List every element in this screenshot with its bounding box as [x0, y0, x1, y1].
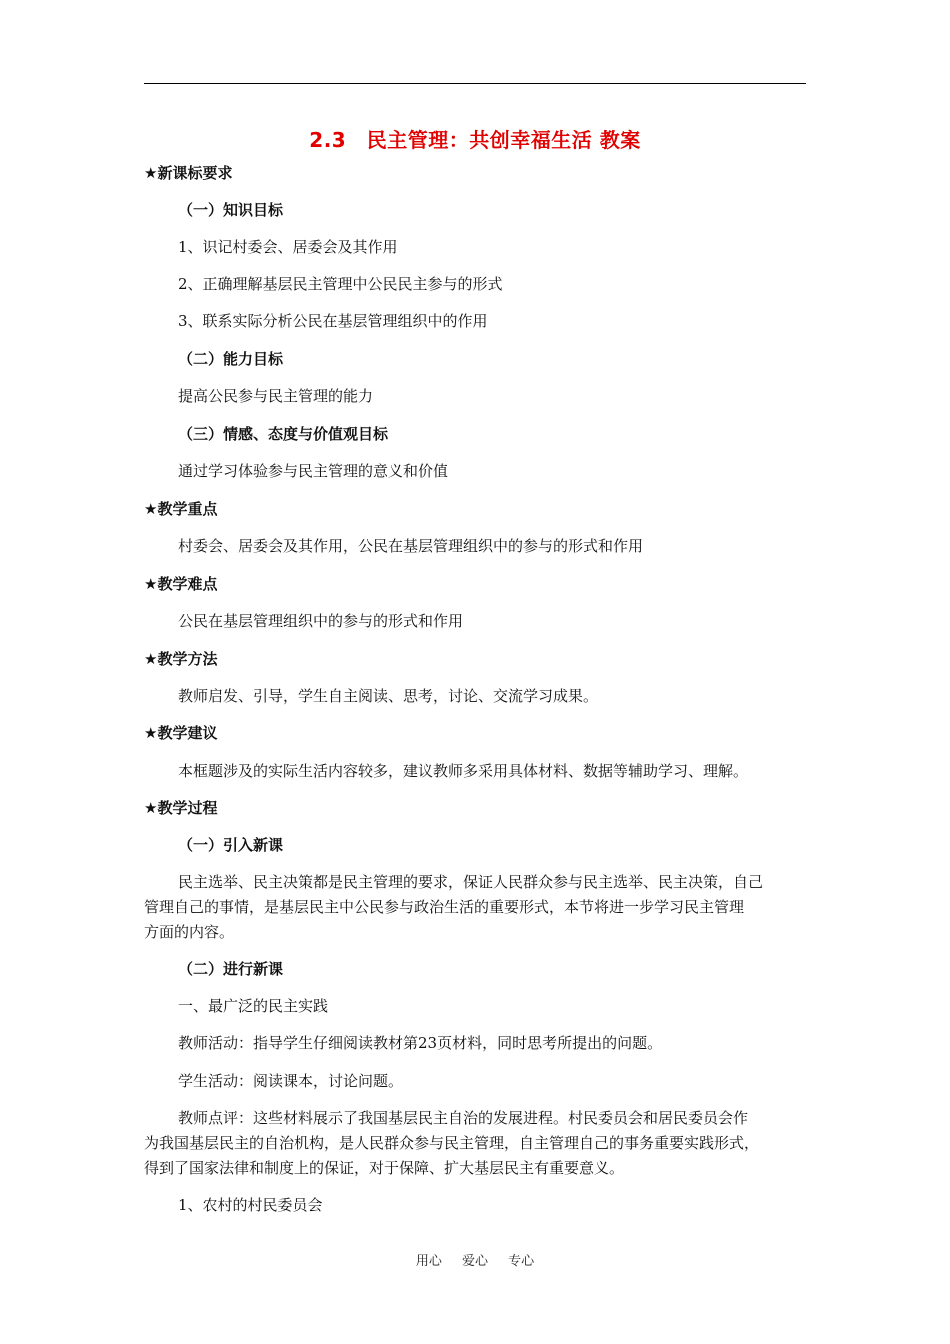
intro-paragraph-line-2: 管理自己的事情，是基层民主中公民参与政治生活的重要形式，本节将进一步学习民主管理 — [144, 898, 745, 916]
heading-process: ★教学过程 — [144, 799, 218, 817]
heading-suggestions: ★教学建议 — [144, 724, 218, 742]
teacher-comment-line-3: 得到了国家法律和制度上的保证，对于保障、扩大基层民主有重要意义。 — [144, 1159, 625, 1177]
student-activity: 学生活动：阅读课本，讨论问题。 — [178, 1072, 404, 1090]
ability-text: 提高公民参与民主管理的能力 — [178, 387, 374, 405]
footer-text-2: 爱心 — [461, 1254, 488, 1269]
intro-paragraph-line-1: 民主选举、民主决策都是民主管理的要求，保证人民群众参与民主选举、民主决策，自己 — [178, 873, 764, 891]
document-title: 2.3 民主管理：共创幸福生活 教案 — [309, 128, 641, 152]
teacher-comment-line-2: 为我国基层民主的自治机构，是人民群众参与民主管理，自主管理自己的事务重要实践形式， — [144, 1134, 760, 1152]
page-footer — [0, 1250, 950, 1269]
heading-key-points: ★教学重点 — [144, 500, 218, 518]
item-1-village-committee: 1、农村的村民委员会 — [178, 1196, 323, 1214]
part-1-heading: 一、最广泛的民主实践 — [178, 997, 329, 1015]
emotion-text: 通过学习体验参与民主管理的意义和价值 — [178, 462, 449, 480]
footer-text-3: 专心 — [508, 1254, 535, 1269]
subheading-knowledge-goal: （一）知识目标 — [178, 201, 284, 219]
heading-difficulties: ★教学难点 — [144, 575, 218, 593]
difficulties-text: 公民在基层管理组织中的参与的形式和作用 — [178, 612, 464, 630]
suggestions-text: 本框题涉及的实际生活内容较多，建议教师多采用具体材料、数据等辅助学习、理解。 — [178, 762, 749, 780]
subheading-emotion-goal: （三）情感、态度与价值观目标 — [178, 425, 389, 443]
footer-text-1: 用心 — [415, 1254, 442, 1269]
header-rule — [144, 83, 806, 84]
subheading-new-lesson: （二）进行新课 — [178, 960, 284, 978]
intro-paragraph-line-3: 方面的内容。 — [144, 923, 235, 941]
methods-text: 教师启发、引导，学生自主阅读、思考，讨论、交流学习成果。 — [178, 687, 599, 705]
knowledge-item-1: 1、识记村委会、居委会及其作用 — [178, 238, 398, 256]
knowledge-item-2: 2、正确理解基层民主管理中公民民主参与的形式 — [178, 275, 503, 293]
subheading-intro: （一）引入新课 — [178, 836, 284, 854]
teacher-comment-line-1: 教师点评：这些材料展示了我国基层民主自治的发展进程。村民委员会和居民委员会作 — [178, 1109, 749, 1127]
key-points-text: 村委会、居委会及其作用，公民在基层管理组织中的参与的形式和作用 — [178, 537, 644, 555]
subheading-ability-goal: （二）能力目标 — [178, 350, 284, 368]
heading-methods: ★教学方法 — [144, 650, 218, 668]
knowledge-item-3: 3、联系实际分析公民在基层管理组织中的作用 — [178, 312, 488, 330]
heading-requirements: ★新课标要求 — [144, 164, 233, 182]
teacher-activity: 教师活动：指导学生仔细阅读教材第23页材料，同时思考所提出的问题。 — [178, 1034, 663, 1052]
